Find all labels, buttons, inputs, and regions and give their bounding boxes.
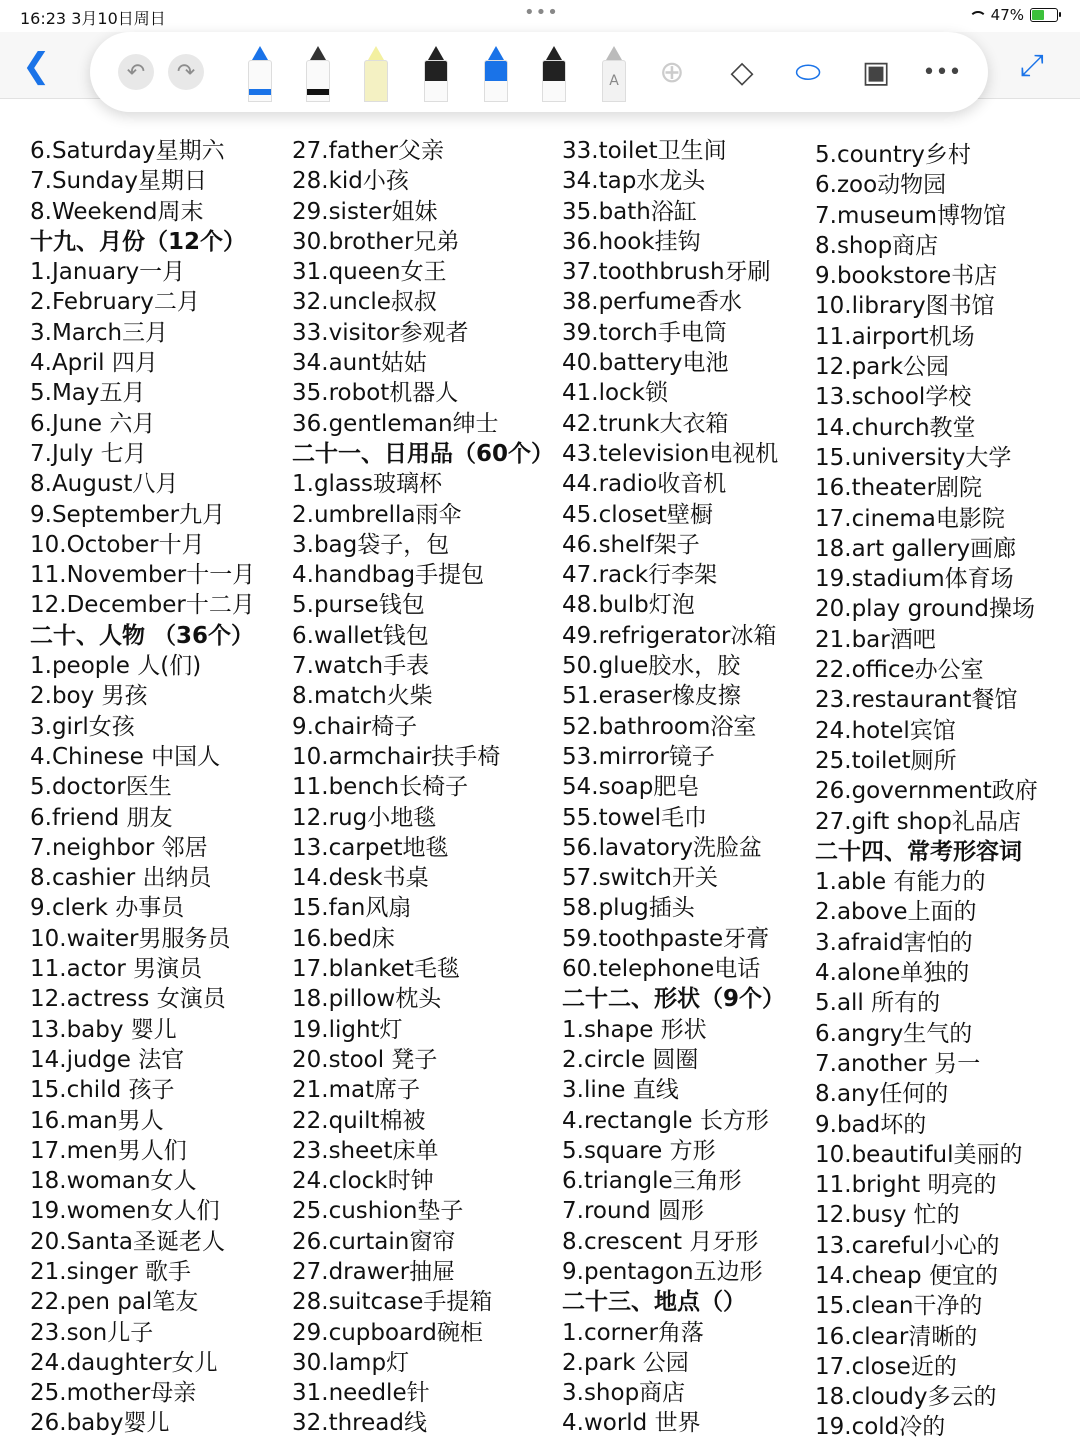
vocab-line: 27.gift shop礼品店 xyxy=(815,808,1021,835)
vocab-line: 51.eraser橡皮擦 xyxy=(562,683,741,710)
vocab-line: 24.daughter女儿 xyxy=(30,1349,218,1376)
vocab-line: 22.office办公室 xyxy=(815,657,984,684)
vocab-line: 10.waiter男服务员 xyxy=(30,925,231,952)
pencil-tool-icon[interactable]: A xyxy=(602,46,626,104)
vocab-line: 44.radio收音机 xyxy=(562,471,727,498)
vocab-line: 7.neighbor 邻居 xyxy=(30,834,208,861)
vocab-line: 8.match火柴 xyxy=(292,683,433,710)
vocab-line: 10.beautiful美丽的 xyxy=(815,1141,1023,1168)
vocab-line: 4.alone单独的 xyxy=(815,960,970,987)
vocab-line: 9.pentagon五边形 xyxy=(562,1258,763,1285)
vocab-line: 12.busy 忙的 xyxy=(815,1202,960,1229)
vocab-line: 11.bench长椅子 xyxy=(292,774,469,801)
vocab-line: 32.thread线 xyxy=(292,1410,427,1437)
vocab-line: 5.purse钱包 xyxy=(292,592,425,619)
vocab-line: 12.actress 女演员 xyxy=(30,986,226,1013)
vocab-line: 10.October十月 xyxy=(30,531,205,558)
vocab-line: 29.cupboard碗柜 xyxy=(292,1319,483,1346)
vocab-line: 6.angry生气的 xyxy=(815,1020,973,1047)
vocab-line: 30.brother兄弟 xyxy=(292,228,460,255)
vocab-line: 53.mirror镜子 xyxy=(562,743,715,770)
vocab-line: 6.June 六月 xyxy=(30,410,156,437)
vocab-line: 5.all 所有的 xyxy=(815,990,941,1017)
vocab-line: 6.friend 朋友 xyxy=(30,804,173,831)
redo-icon[interactable]: ↷ xyxy=(168,54,204,90)
section-heading: 二十四、常考形容词 xyxy=(815,838,1022,865)
vocab-line: 35.robot机器人 xyxy=(292,380,459,407)
vocab-line: 43.television电视机 xyxy=(562,440,779,467)
vocab-line: 21.mat席子 xyxy=(292,1077,421,1104)
vocab-line: 56.lavatory洗脸盆 xyxy=(562,834,762,861)
expand-icon[interactable]: ⤢ xyxy=(1020,48,1044,83)
note-canvas xyxy=(0,112,1080,1440)
vocab-line: 7.Sunday星期日 xyxy=(30,168,208,195)
vocab-line: 16.bed床 xyxy=(292,925,395,952)
vocab-line: 40.battery电池 xyxy=(562,350,729,377)
vocab-line: 14.church教堂 xyxy=(815,414,976,441)
vocab-line: 39.torch手电筒 xyxy=(562,319,727,346)
vocab-line: 59.toothpaste牙膏 xyxy=(562,925,770,952)
vocab-line: 45.closet壁橱 xyxy=(562,501,713,528)
vocab-line: 54.soap肥皂 xyxy=(562,774,700,801)
section-heading: 二十、人物 （36个） xyxy=(30,622,255,649)
vocab-line: 25.mother母亲 xyxy=(30,1380,197,1407)
marker-tool-icon[interactable] xyxy=(542,46,566,104)
vocab-line: 34.aunt姑姑 xyxy=(292,350,427,377)
vocab-line: 11.actor 男演员 xyxy=(30,956,203,983)
vocab-line: 11.November十一月 xyxy=(30,562,256,589)
vocab-line: 4.April 四月 xyxy=(30,350,158,377)
vocab-line: 1.corner角落 xyxy=(562,1319,704,1346)
column-4 xyxy=(815,140,1038,1443)
vocab-line: 5.doctor医生 xyxy=(30,774,172,801)
vocab-line: 12.rug小地毯 xyxy=(292,804,437,831)
vocab-line: 38.perfume香水 xyxy=(562,289,743,316)
vocab-line: 35.bath浴缸 xyxy=(562,198,697,225)
vocab-line: 36.gentleman绅士 xyxy=(292,410,499,437)
vocab-line: 15.university大学 xyxy=(815,444,1012,471)
vocab-line: 2.above上面的 xyxy=(815,899,977,926)
vocab-line: 11.bright 明亮的 xyxy=(815,1172,997,1199)
vocab-line: 31.needle针 xyxy=(292,1380,430,1407)
vocab-line: 42.trunk大衣箱 xyxy=(562,410,729,437)
vocab-line: 5.May五月 xyxy=(30,380,146,407)
vocab-line: 7.museum博物馆 xyxy=(815,202,1007,229)
vocab-line: 6.zoo动物园 xyxy=(815,172,947,199)
vocab-line: 36.hook挂钩 xyxy=(562,228,701,255)
vocab-line: 18.woman女人 xyxy=(30,1168,197,1195)
vocab-line: 2.park 公园 xyxy=(562,1349,689,1376)
pen-tool-icon[interactable] xyxy=(248,46,272,104)
vocab-line: 13.school学校 xyxy=(815,384,972,411)
vocab-line: 26.baby婴儿 xyxy=(30,1410,170,1437)
vocab-line: 23.son儿子 xyxy=(30,1319,154,1346)
vocab-line: 14.judge 法官 xyxy=(30,1046,185,1073)
vocab-line: 4.world 世界 xyxy=(562,1410,701,1437)
vocab-line: 1.people 人(们) xyxy=(30,653,202,680)
multitask-dots[interactable]: ••• xyxy=(524,2,559,23)
drawing-toolbar xyxy=(90,32,988,112)
fineliner-tool-icon[interactable] xyxy=(306,46,330,104)
vocab-line: 13.carpet地毯 xyxy=(292,834,449,861)
vocab-line: 22.pen pal笔友 xyxy=(30,1289,199,1316)
vocab-line: 26.curtain窗帘 xyxy=(292,1228,456,1255)
vocab-line: 21.bar酒吧 xyxy=(815,626,936,653)
vocab-line: 8.August八月 xyxy=(30,471,179,498)
vocab-line: 23.restaurant餐馆 xyxy=(815,687,1018,714)
back-chevron-icon[interactable]: ❮ xyxy=(22,46,51,86)
vocab-line: 10.library图书馆 xyxy=(815,293,995,320)
vocab-line: 9.bookstore书店 xyxy=(815,263,998,290)
vocab-line: 15.fan风扇 xyxy=(292,895,412,922)
dashed-pen-tool-icon[interactable] xyxy=(484,46,508,104)
vocab-line: 24.hotel宾馆 xyxy=(815,717,956,744)
vocab-line: 12.park公园 xyxy=(815,354,950,381)
status-right xyxy=(967,6,1058,24)
vocab-line: 58.plug插头 xyxy=(562,895,695,922)
vocab-line: 32.uncle叔叔 xyxy=(292,289,437,316)
vocab-line: 8.cashier 出纳员 xyxy=(30,865,212,892)
vocab-line: 52.bathroom浴室 xyxy=(562,713,757,740)
undo-icon[interactable]: ↶ xyxy=(118,54,154,90)
vocab-line: 20.play ground操场 xyxy=(815,596,1035,623)
vocab-line: 47.rack行李架 xyxy=(562,562,718,589)
vocab-line: 60.telephone电话 xyxy=(562,956,761,983)
vocab-line: 41.lock锁 xyxy=(562,380,669,407)
vocab-line: 4.handbag手提包 xyxy=(292,562,485,589)
vocab-line: 50.glue胶水，胶 xyxy=(562,653,741,680)
status-bar xyxy=(0,0,1080,32)
vocab-line: 17.close近的 xyxy=(815,1353,957,1380)
section-heading: 二十三、地点（） xyxy=(562,1289,746,1316)
vocab-line: 9.clerk 办事员 xyxy=(30,895,185,922)
vocab-line: 2.February二月 xyxy=(30,289,200,316)
vocab-line: 3.shop商店 xyxy=(562,1380,686,1407)
eraser-icon[interactable]: ◇ xyxy=(730,54,754,90)
vocab-line: 15.clean干净的 xyxy=(815,1293,983,1320)
vocab-line: 7.watch手表 xyxy=(292,653,430,680)
vocab-line: 37.toothbrush牙刷 xyxy=(562,259,771,286)
fountain-pen-tool-icon[interactable] xyxy=(424,46,448,104)
vocab-line: 8.any任何的 xyxy=(815,1081,949,1108)
vocab-line: 57.switch开关 xyxy=(562,865,719,892)
vocab-line: 7.another 另一 xyxy=(815,1050,981,1077)
vocab-line: 3.bag袋子，包 xyxy=(292,531,450,558)
vocab-line: 18.art gallery画廊 xyxy=(815,535,1017,562)
vocab-line: 14.cheap 便宜的 xyxy=(815,1262,998,1289)
column-2 xyxy=(292,136,554,1439)
vocab-line: 33.visitor参观者 xyxy=(292,319,469,346)
vocab-line: 9.September九月 xyxy=(30,501,226,528)
section-heading: 二十二、形状（9个） xyxy=(562,986,786,1013)
vocab-line: 1.glass玻璃杯 xyxy=(292,471,442,498)
vocab-line: 9.chair椅子 xyxy=(292,713,418,740)
vocab-line: 15.child 孩子 xyxy=(30,1077,175,1104)
vocab-line: 27.drawer抽屉 xyxy=(292,1258,456,1285)
vocab-line: 55.towel毛巾 xyxy=(562,804,708,831)
battery-percent: 47% xyxy=(990,6,1024,24)
vocab-line: 9.bad坏的 xyxy=(815,1111,927,1138)
vocab-line: 46.shelf架子 xyxy=(562,531,700,558)
vocab-line: 16.clear清晰的 xyxy=(815,1323,978,1350)
vocab-line: 3.afraid害怕的 xyxy=(815,929,973,956)
vocab-line: 3.March三月 xyxy=(30,319,169,346)
wifi-icon xyxy=(967,9,985,21)
vocab-line: 19.cold冷的 xyxy=(815,1414,946,1441)
vocab-line: 28.suitcase手提箱 xyxy=(292,1289,493,1316)
vocab-line: 24.clock时钟 xyxy=(292,1168,434,1195)
vocab-line: 30.lamp灯 xyxy=(292,1349,410,1376)
vocab-line: 25.toilet厕所 xyxy=(815,747,957,774)
vocab-line: 2.circle 圆圈 xyxy=(562,1046,699,1073)
vocab-line: 12.December十二月 xyxy=(30,592,255,619)
column-3 xyxy=(562,136,785,1439)
more-icon[interactable]: ••• xyxy=(922,59,962,85)
vocab-line: 8.shop商店 xyxy=(815,232,939,259)
ruler-icon[interactable]: ⊕ xyxy=(659,54,685,90)
status-time: 16:23 3月10日周日 xyxy=(20,9,166,28)
vocab-line: 3.girl女孩 xyxy=(30,713,135,740)
vocab-line: 1.shape 形状 xyxy=(562,1016,707,1043)
vocab-line: 19.light灯 xyxy=(292,1016,403,1043)
vocab-line: 23.sheet床单 xyxy=(292,1137,439,1164)
vocab-line: 4.rectangle 长方形 xyxy=(562,1107,769,1134)
vocab-line: 13.careful小心的 xyxy=(815,1232,1000,1259)
vocab-line: 26.government政府 xyxy=(815,778,1038,805)
vocab-line: 27.father父亲 xyxy=(292,138,444,164)
vocab-line: 8.crescent 月牙形 xyxy=(562,1228,759,1255)
column-1 xyxy=(30,136,255,1439)
vocab-line: 5.country乡村 xyxy=(815,142,971,168)
section-heading: 十九、月份（12个） xyxy=(30,228,247,255)
vocab-line: 34.tap水龙头 xyxy=(562,168,706,195)
vocab-line: 2.umbrella雨伞 xyxy=(292,501,462,528)
vocab-line: 20.Santa圣诞老人 xyxy=(30,1228,225,1255)
vocab-line: 4.Chinese 中国人 xyxy=(30,743,221,770)
vocab-line: 29.sister姐妹 xyxy=(292,198,438,225)
vocab-line: 22.quilt棉被 xyxy=(292,1107,426,1134)
vocab-line: 17.men男人们 xyxy=(30,1137,187,1164)
vocab-line: 1.able 有能力的 xyxy=(815,869,986,896)
vocab-line: 48.bulb灯泡 xyxy=(562,592,695,619)
vocab-line: 28.kid小孩 xyxy=(292,168,409,195)
vocab-line: 2.boy 男孩 xyxy=(30,683,148,710)
vocab-line: 13.baby 婴儿 xyxy=(30,1016,177,1043)
vocab-line: 31.queen女王 xyxy=(292,259,447,286)
section-heading: 二十一、日用品（60个） xyxy=(292,440,555,467)
vocab-line: 16.theater剧院 xyxy=(815,475,983,502)
vocab-line: 6.Saturday星期六 xyxy=(30,138,225,164)
vocab-line: 1.January一月 xyxy=(30,259,186,286)
lasso-icon[interactable]: ⬭ xyxy=(795,54,821,90)
vocab-line: 18.cloudy多云的 xyxy=(815,1384,997,1411)
vocab-line: 18.pillow枕头 xyxy=(292,986,442,1013)
vocab-line: 8.Weekend周末 xyxy=(30,198,204,225)
image-icon[interactable]: ▣ xyxy=(861,54,891,90)
vocab-line: 19.stadium体育场 xyxy=(815,566,1014,593)
vocab-line: 17.blanket毛毯 xyxy=(292,956,460,983)
vocab-line: 19.women女人们 xyxy=(30,1198,220,1225)
vocab-line: 20.stool 凳子 xyxy=(292,1046,438,1073)
vocab-line: 7.round 圆形 xyxy=(562,1198,705,1225)
vocab-line: 17.cinema电影院 xyxy=(815,505,1005,532)
vocab-line: 33.toilet卫生间 xyxy=(562,138,727,164)
vocab-line: 25.cushion垫子 xyxy=(292,1198,464,1225)
vocab-line: 6.triangle三角形 xyxy=(562,1168,742,1195)
highlighter-tool-icon[interactable] xyxy=(364,46,388,104)
battery-icon xyxy=(1030,8,1058,22)
vocab-line: 7.July 七月 xyxy=(30,440,147,467)
vocab-line: 21.singer 歌手 xyxy=(30,1258,192,1285)
vocab-line: 3.line 直线 xyxy=(562,1077,679,1104)
vocab-line: 10.armchair扶手椅 xyxy=(292,743,501,770)
vocab-line: 14.desk书桌 xyxy=(292,865,429,892)
vocab-line: 11.airport机场 xyxy=(815,323,975,350)
vocab-line: 16.man男人 xyxy=(30,1107,164,1134)
vocab-line: 5.square 方形 xyxy=(562,1137,716,1164)
vocab-line: 49.refrigerator冰箱 xyxy=(562,622,777,649)
vocab-line: 6.wallet钱包 xyxy=(292,622,429,649)
